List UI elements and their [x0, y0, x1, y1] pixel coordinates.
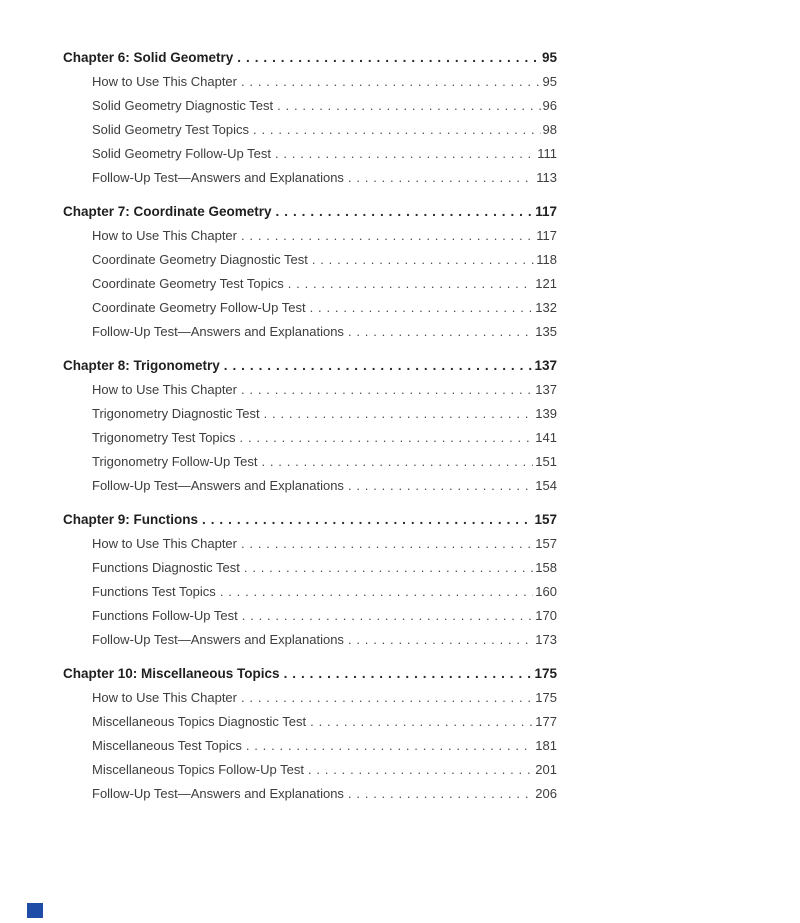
toc-entry-page: 151	[535, 454, 557, 469]
toc-entry-label: Follow-Up Test—Answers and Explanations	[92, 170, 344, 185]
toc-entry-label: Miscellaneous Topics Follow-Up Test	[92, 762, 304, 777]
toc-entry-label: Follow-Up Test—Answers and Explanations	[92, 324, 344, 339]
toc-entry-page: 132	[535, 300, 557, 315]
toc-item-row	[63, 580, 557, 604]
toc-entry-label: Chapter 10: Miscellaneous Topics	[63, 666, 280, 681]
toc-entry-page: 113	[536, 170, 557, 185]
dot-leader	[241, 70, 541, 94]
toc-entry-page: 118	[536, 252, 557, 267]
toc-entry-label: Functions Diagnostic Test	[92, 560, 240, 575]
toc-entry-page: 175	[534, 666, 557, 681]
toc-item-row	[63, 166, 557, 190]
dot-leader	[312, 248, 534, 272]
dot-leader	[348, 166, 534, 190]
toc-entry-page: 201	[535, 762, 557, 777]
toc-entry-page: 96	[542, 98, 557, 113]
dot-leader	[253, 118, 540, 142]
toc-item-row	[63, 758, 557, 782]
toc-entry-page: 177	[535, 714, 557, 729]
toc-item-row	[63, 474, 557, 498]
dot-leader	[244, 556, 533, 580]
dot-leader	[240, 426, 534, 450]
toc-item-row	[63, 402, 557, 426]
toc-chapter-block	[63, 46, 557, 190]
dot-leader	[241, 378, 533, 402]
toc-item-row	[63, 272, 557, 296]
toc-entry-label: Coordinate Geometry Test Topics	[92, 276, 284, 291]
dot-leader	[310, 296, 534, 320]
toc-chapter-row	[63, 662, 557, 686]
toc-entry-label: Follow-Up Test—Answers and Explanations	[92, 786, 344, 801]
page-corner-accent	[27, 903, 43, 918]
toc-entry-page: 158	[535, 560, 557, 575]
toc-entry-label: Trigonometry Follow-Up Test	[92, 454, 258, 469]
toc-entry-page: 137	[535, 382, 557, 397]
toc-entry-label: Solid Geometry Diagnostic Test	[92, 98, 274, 113]
toc-entry-label: Trigonometry Diagnostic Test	[92, 406, 260, 421]
toc-entry-label: Miscellaneous Test Topics	[92, 738, 242, 753]
toc-entry-label: Chapter 9: Functions	[63, 512, 199, 527]
dot-leader	[242, 604, 534, 628]
toc-item-row	[63, 710, 557, 734]
dot-leader	[237, 46, 540, 70]
toc-entry-label: Trigonometry Test Topics	[92, 430, 236, 445]
toc-entry-label: Follow-Up Test—Answers and Explanations	[92, 632, 344, 647]
toc-item-row	[63, 426, 557, 450]
dot-leader	[348, 320, 533, 344]
toc-entry-label: Chapter 8: Trigonometry	[63, 358, 220, 373]
toc-entry-label: Coordinate Geometry Follow-Up Test	[92, 300, 306, 315]
dot-leader	[284, 662, 533, 686]
toc-entry-label: Follow-Up Test—Answers and Explanations	[92, 478, 344, 493]
toc-entry-label: Coordinate Geometry Diagnostic Test	[92, 252, 308, 267]
dot-leader	[220, 580, 533, 604]
toc-item-row	[63, 248, 557, 272]
toc-entry-page: 157	[535, 536, 557, 551]
toc-entry-page: 181	[535, 738, 557, 753]
toc-chapter-block	[63, 354, 557, 498]
toc-entry-page: 175	[535, 690, 557, 705]
dot-leader	[241, 532, 533, 556]
toc-entry-page: 154	[535, 478, 557, 493]
toc-entry-page: 117	[535, 204, 557, 219]
toc-item-row	[63, 118, 557, 142]
toc-entry-label: Chapter 6: Solid Geometry	[63, 50, 234, 65]
toc-item-row	[63, 686, 557, 710]
toc-chapter-block	[63, 662, 557, 806]
toc-item-row	[63, 94, 557, 118]
toc-item-row	[63, 296, 557, 320]
toc-entry-label: Functions Follow-Up Test	[92, 608, 238, 623]
toc-item-row	[63, 628, 557, 652]
dot-leader	[202, 508, 532, 532]
toc-item-row	[63, 782, 557, 806]
dot-leader	[310, 710, 533, 734]
toc-chapter-block	[63, 508, 557, 652]
dot-leader	[275, 142, 535, 166]
toc-item-row	[63, 604, 557, 628]
toc-entry-label: Chapter 7: Coordinate Geometry	[63, 204, 272, 219]
toc-entry-page: 206	[535, 786, 557, 801]
dot-leader	[261, 450, 533, 474]
toc-entry-page: 111	[537, 146, 557, 161]
toc-entry-page: 160	[535, 584, 557, 599]
dot-leader	[224, 354, 533, 378]
toc-item-row	[63, 70, 557, 94]
toc-entry-page: 95	[542, 74, 557, 89]
dot-leader	[264, 402, 534, 426]
toc-item-row	[63, 556, 557, 580]
toc-chapter-row	[63, 508, 557, 532]
dot-leader	[308, 758, 533, 782]
dot-leader	[246, 734, 533, 758]
toc-entry-label: Solid Geometry Test Topics	[92, 122, 250, 137]
dot-leader	[348, 474, 533, 498]
toc-entry-page: 121	[535, 276, 557, 291]
toc-entry-label: How to Use This Chapter	[92, 74, 237, 89]
toc-item-row	[63, 224, 557, 248]
toc-entry-label: Functions Test Topics	[92, 584, 216, 599]
dot-leader	[348, 628, 533, 652]
toc-chapter-row	[63, 354, 557, 378]
toc-entry-page: 135	[535, 324, 557, 339]
toc-item-row	[63, 532, 557, 556]
toc-entry-page: 117	[536, 228, 557, 243]
toc-entry-page: 141	[535, 430, 557, 445]
dot-leader	[241, 224, 534, 248]
toc-entry-page: 157	[534, 512, 557, 527]
toc-entry-page: 95	[541, 50, 557, 65]
toc-entry-label: How to Use This Chapter	[92, 382, 237, 397]
toc-entry-label: Miscellaneous Topics Diagnostic Test	[92, 714, 307, 729]
toc-entry-page: 139	[535, 406, 557, 421]
dot-leader	[288, 272, 534, 296]
dot-leader	[348, 782, 533, 806]
toc-item-row	[63, 320, 557, 344]
toc-item-row	[63, 450, 557, 474]
toc-item-row	[63, 142, 557, 166]
toc-entry-label: Solid Geometry Follow-Up Test	[92, 146, 271, 161]
toc-chapter-row	[63, 200, 557, 224]
dot-leader	[276, 200, 534, 224]
toc-item-row	[63, 734, 557, 758]
toc-chapter-row	[63, 46, 557, 70]
toc-entry-page: 98	[542, 122, 557, 137]
toc-entry-label: How to Use This Chapter	[92, 690, 237, 705]
table-of-contents	[63, 46, 557, 806]
toc-entry-page: 137	[534, 358, 557, 373]
toc-chapter-block	[63, 200, 557, 344]
dot-leader	[277, 94, 540, 118]
dot-leader	[241, 686, 533, 710]
toc-entry-page: 173	[535, 632, 557, 647]
toc-item-row	[63, 378, 557, 402]
toc-entry-page: 170	[535, 608, 557, 623]
toc-entry-label: How to Use This Chapter	[92, 536, 237, 551]
toc-entry-label: How to Use This Chapter	[92, 228, 237, 243]
